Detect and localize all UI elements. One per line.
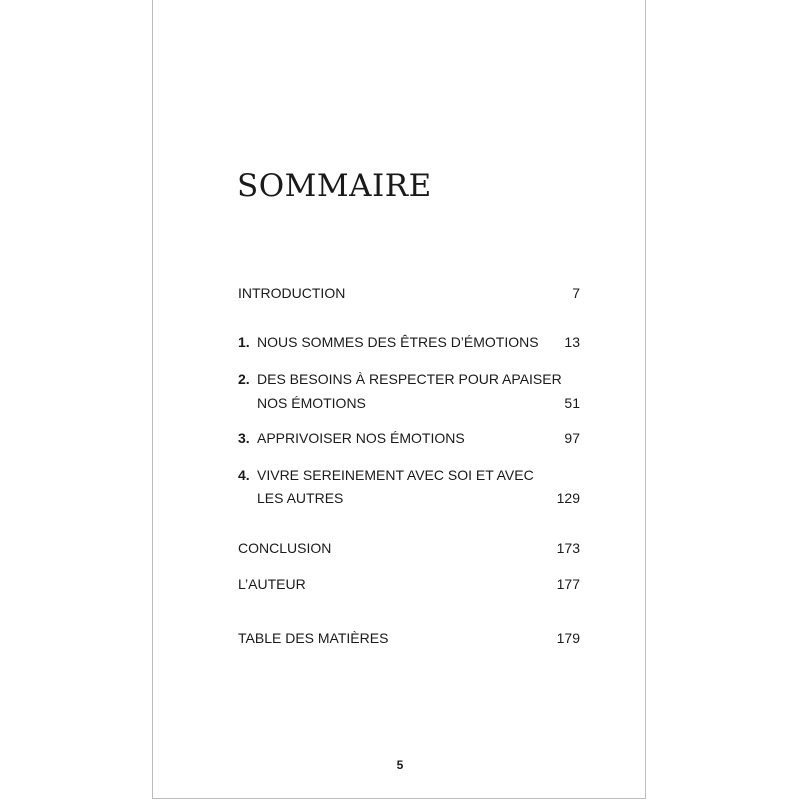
toc-entry-page: 173 (556, 540, 580, 556)
toc-entry-number: 2. (238, 371, 250, 387)
toc-entry-author (238, 574, 580, 594)
toc-entry-label: NOUS SOMMES DES ÊTRES D’ÉMOTIONS (257, 334, 539, 350)
toc-entry-label: INTRODUCTION (238, 285, 346, 301)
page-title: SOMMAIRE (237, 168, 432, 204)
toc-entry-number: 4. (238, 467, 250, 483)
toc-entry-chapter-1 (238, 332, 580, 352)
toc-entry-chapter-4-continued (238, 488, 580, 508)
toc-entry-chapter-2-continued (238, 393, 580, 413)
toc-entry-page: 177 (556, 576, 580, 592)
toc-entry-page: 51 (564, 395, 580, 411)
toc-entry-page: 97 (564, 430, 580, 446)
toc-entry-chapter-4 (238, 465, 580, 485)
toc-entry-chapter-2 (238, 369, 580, 389)
toc-entry-page: 7 (572, 285, 580, 301)
toc-entry-conclusion (238, 538, 580, 558)
toc-entry-page: 129 (556, 490, 580, 506)
toc-entry-label: L’AUTEUR (238, 576, 306, 592)
toc-entry-label: TABLE DES MATIÈRES (238, 630, 389, 646)
toc-entry-label-line-2: NOS ÉMOTIONS (257, 395, 366, 411)
toc-entry-label-line-1: VIVRE SEREINEMENT AVEC SOI ET AVEC (257, 467, 534, 483)
toc-entry-page: 13 (564, 334, 580, 350)
toc-entry-page: 179 (556, 630, 580, 646)
toc-entry-label: CONCLUSION (238, 540, 332, 556)
toc-entry-number: 3. (238, 430, 250, 446)
toc-entry-table-of-contents (238, 628, 580, 648)
toc-entry-label-line-1: DES BESOINS À RESPECTER POUR APAISER (257, 371, 562, 387)
toc-entry-label-line-2: LES AUTRES (257, 490, 344, 506)
toc-entry-label: APPRIVOISER NOS ÉMOTIONS (257, 430, 465, 446)
toc-entry-introduction (238, 283, 580, 303)
page-number: 5 (396, 758, 404, 772)
toc-entry-number: 1. (238, 334, 250, 350)
toc-entry-chapter-3 (238, 428, 580, 448)
